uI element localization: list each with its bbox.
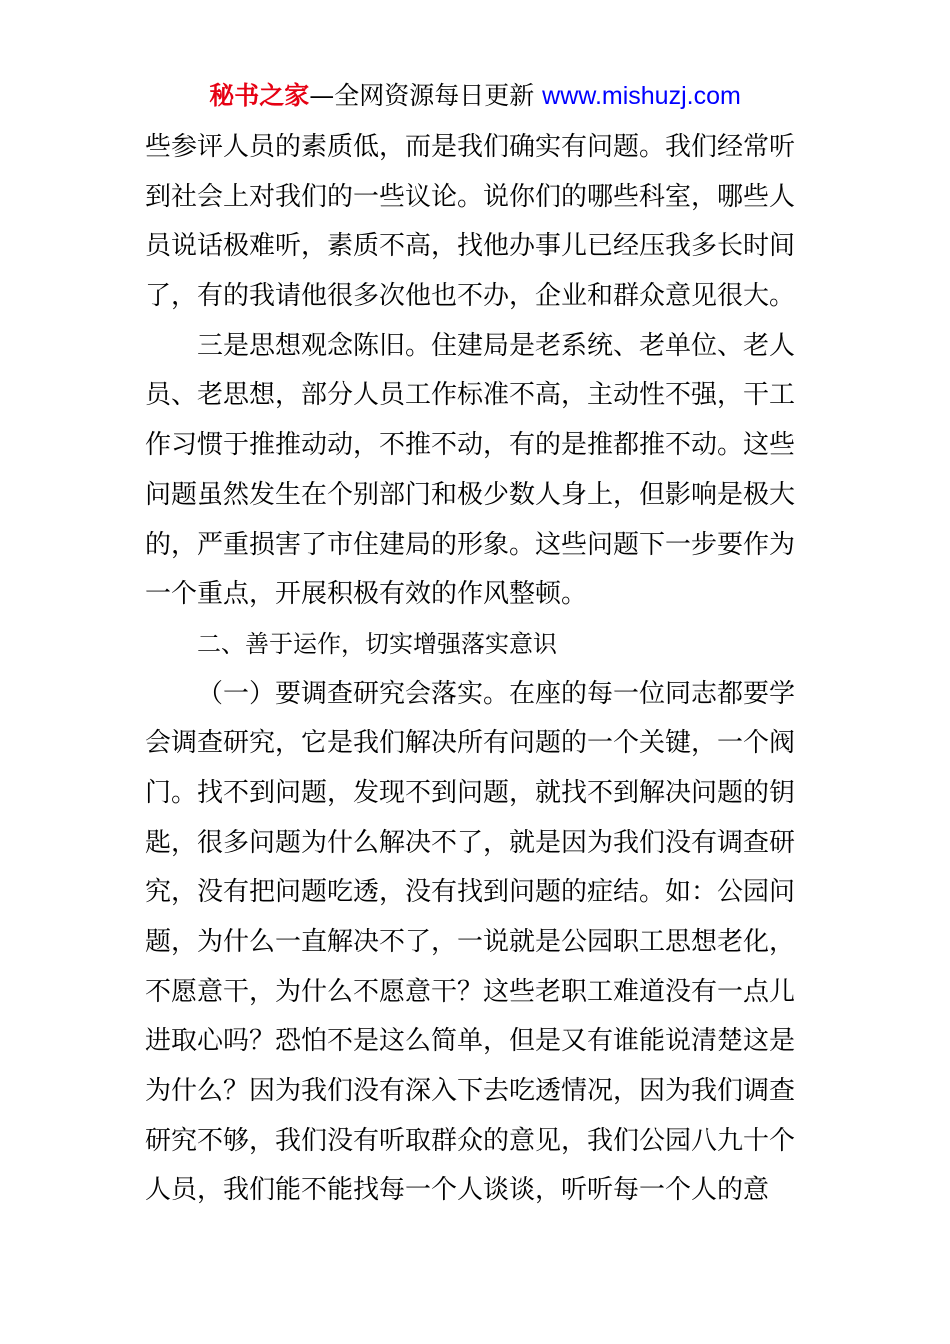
- paragraph-start-line: （一）要调查研究会落实。在座的每一位同志都要学: [197, 678, 796, 709]
- text-line: 了，有的我请他很多次他也不办，企业和群众意见很大。: [145, 281, 796, 312]
- section-heading: 二、善于运作，切实增强落实意识: [197, 629, 557, 658]
- text-line: 研究不够，我们没有听取群众的意见，我们公园八九十个: [145, 1125, 796, 1156]
- site-tagline: —全网资源每日更新: [309, 81, 543, 110]
- text-line: 题，为什么一直解决不了，一说就是公园职工思想老化，: [145, 927, 796, 957]
- text-line: 问题虽然发生在个别部门和极少数人身上，但影响是极大: [145, 479, 796, 510]
- text-line: 为什么？因为我们没有深入下去吃透情况，因为我们调查: [145, 1076, 796, 1107]
- text-line: 不愿意干，为什么不愿意干？这些老职工难道没有一点儿: [145, 976, 796, 1007]
- text-line: 一个重点，开展积极有效的作风整顿。: [145, 579, 588, 610]
- site-brand: 秘书之家: [209, 81, 310, 110]
- text-line: 会调查研究，它是我们解决所有问题的一个关键，一个阀: [145, 728, 796, 759]
- text-line: 究，没有把问题吃透，没有找到问题的症结。如：公园问: [145, 877, 796, 908]
- text-line: 进取心吗？恐怕不是这么简单，但是又有谁能说清楚这是: [145, 1026, 796, 1057]
- text-line: 员说话极难听，素质不高，找他办事儿已经压我多长时间: [145, 231, 796, 262]
- text-line: 门。找不到问题，发现不到问题，就找不到解决问题的钥: [145, 777, 796, 808]
- site-header: [0, 78, 950, 114]
- text-line: 匙，很多问题为什么解决不了，就是因为我们没有调查研: [145, 827, 796, 858]
- text-line: 作习惯于推推动动，不推不动，有的是推都推不动。这些: [145, 430, 796, 461]
- text-line: 人员，我们能不能找每一个人谈谈，听听每一个人的意: [145, 1175, 770, 1206]
- site-url-link[interactable]: www.mishuzj.com: [542, 82, 741, 110]
- paragraph-start-line: 三是思想观念陈旧。住建局是老系统、老单位、老人: [197, 330, 796, 361]
- text-line: 到社会上对我们的一些议论。说你们的哪些科室，哪些人: [145, 181, 796, 212]
- document-body: [145, 123, 807, 1216]
- text-line: 员、老思想，部分人员工作标准不高，主动性不强，干工: [145, 380, 796, 411]
- text-line: 的，严重损害了市住建局的形象。这些问题下一步要作为: [145, 529, 796, 560]
- text-line: 些参评人员的素质低，而是我们确实有问题。我们经常听: [145, 132, 796, 162]
